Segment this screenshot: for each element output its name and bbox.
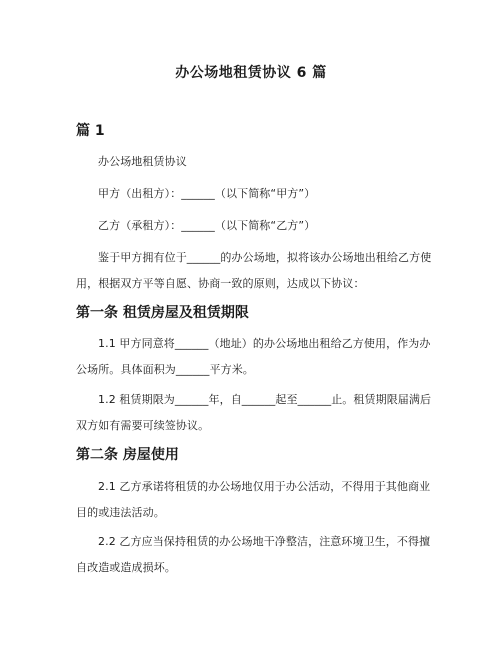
document-title: 办公场地租赁协议 6 篇 xyxy=(175,65,327,81)
party-b-line: 乙方（承租方）：______（以下简称“乙方”） xyxy=(98,219,316,232)
clause-2-1: 2.1 乙方承诺将租赁的办公场地仅用于办公活动，不得用于其他商业目的或违法活动。 xyxy=(76,480,431,519)
clause-1-2: 1.2 租赁期限为______年，自______起至______止。租赁期限届满后双方如有需要可续签协议。 xyxy=(76,393,432,432)
preamble-paragraph: 鉴于甲方拥有位于______的办公场地，拟将该办公场地出租给乙方使用，根据双方平等自愿、协商一致的原则，达成以下协议： xyxy=(76,251,432,290)
clause-2-2: 2.2 乙方应当保持租赁的办公场地干净整洁，注意环境卫生，不得擅自改造或造成损坏。 xyxy=(76,535,431,574)
article-2-heading: 第二条 房屋使用 xyxy=(76,447,179,463)
part-heading: 篇 1 xyxy=(76,123,105,139)
agreement-name-line: 办公场地租赁协议 xyxy=(98,155,187,168)
article-1-heading: 第一条 租赁房屋及租赁期限 xyxy=(76,305,249,321)
clause-1-1: 1.1 甲方同意将______（地址）的办公场地出租给乙方使用，作为办公场所。具体面积为______平方米。 xyxy=(76,337,431,376)
party-a-line: 甲方（出租方）：______（以下简称“甲方”） xyxy=(98,187,316,200)
